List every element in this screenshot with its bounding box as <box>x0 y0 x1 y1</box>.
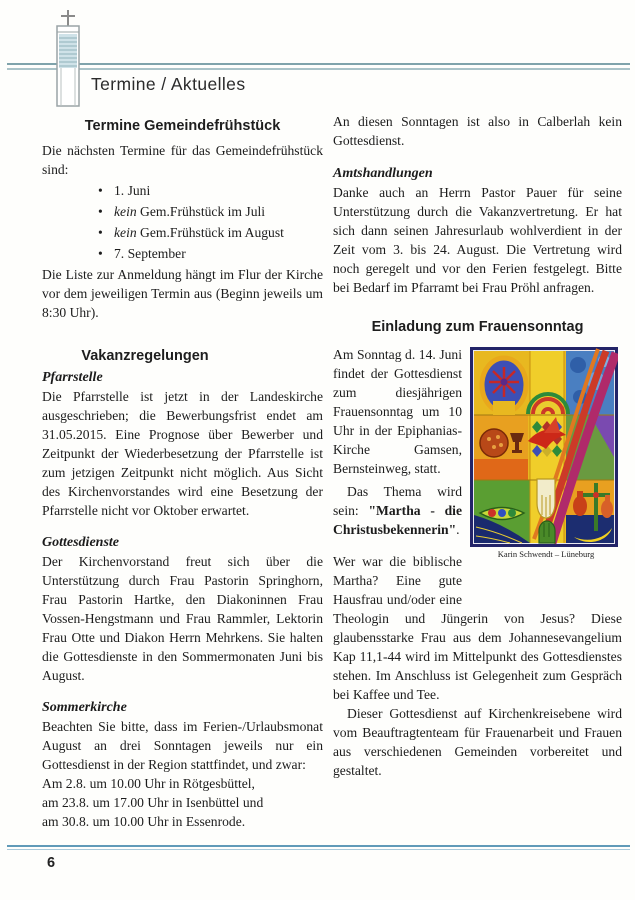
left-column <box>42 108 323 831</box>
heading-frauensonntag: Einladung zum Frauensonntag <box>371 319 584 335</box>
breakfast-bullet-list <box>42 180 323 264</box>
amtshandlungen-text: Danke auch an Herrn Pastor Pauer für seine Unterstützung durch die Vakanzvertretung. Er hat sich dann seinen Jahresurlaub wohlverdient in der Zeit vom 3. bis 24. August. Die Vertretung wird noch geregelt und vor den Ferien festgelegt. Bitte bei Bedarf im Pfarramt bei Frau Pröhl anfragen. <box>333 185 622 295</box>
pfarrstelle-text: Die Pfarrstelle ist jetzt in der Landeskirche ausgeschrieben; die Bewerbungsfrist endet am 31.05.2015. Eine Prognose über Bewerber und Zeitpunkt der Wiederbesetzung der Pfarrstelle ist zum jetzigen Zeitpunkt nicht möglich. Aus Sicht des Kirchenvorstandes wird eine Besetzung der Pfarrstelle nicht vor Oktober erwartet. <box>42 389 323 518</box>
thema-title: "Martha - die Christusbekennerin" <box>333 503 462 537</box>
page-number: 6 <box>47 855 56 871</box>
frauensonntag-intro: Am Sonntag d. 14. Juni findet der Gottesdienst zum diesjährigen Frauensonntag um 10 Uhr in der Epiphanias-Kirche Gamsen, Bernsteinweg, statt. <box>333 347 462 476</box>
subheading-amtshandlungen: Amtshandlungen <box>333 166 433 181</box>
bullet-text: Gem.Frühstück im Juli <box>136 204 266 219</box>
bullet-text: 1. Juni <box>114 183 151 198</box>
bullet-em: kein <box>114 204 137 219</box>
gottesdienste-text: Der Kirchenvorstand freut sich über die Unterstützung durch Frau Pastorin Springhorn, Frau Pastorin Hartke, den Diakoninnen Frau Vossen-Hengstmann und Frau Rammler, Lektorin Frau Otte und Diakon Herrn Mehrkens. Sie halten die Gottesdienste in den Sommermonaten Juni bis August. <box>42 554 323 683</box>
artwork-caption: Karin Schwendt – Lüneburg <box>497 549 595 559</box>
sommerkirche-line: Am 2.8. um 10.00 Uhr in Rötgesbüttel, <box>42 776 255 791</box>
content-columns <box>0 108 635 831</box>
heading-vakanzregelungen: Vakanzregelungen <box>81 348 209 364</box>
page-header <box>0 0 635 108</box>
list-item <box>42 201 323 222</box>
right-column <box>333 108 622 831</box>
bullet-icon: • <box>98 204 103 219</box>
header-divider <box>7 63 630 70</box>
bullet-text: Gem.Frühstück im August <box>136 225 284 240</box>
subheading-gottesdienste: Gottesdienste <box>42 535 119 550</box>
footer-divider <box>7 845 630 850</box>
frauensonntag-artwork <box>470 347 618 547</box>
breakfast-outro: Die Liste zur Anmeldung hängt im Flur der Kirche vor dem jeweiligen Termin aus (Beginn jeweils um 8:30 Uhr). <box>42 267 323 320</box>
bullet-icon: • <box>98 246 103 261</box>
church-tower-icon <box>50 8 86 113</box>
list-item <box>42 180 323 201</box>
bullet-text: 7. September <box>114 246 186 261</box>
artwork-figure <box>470 347 622 559</box>
subheading-pfarrstelle: Pfarrstelle <box>42 370 103 385</box>
heading-gemeindefruehstueck: Termine Gemeindefrühstück <box>84 118 281 134</box>
list-item <box>42 222 323 243</box>
thema-suffix: . <box>456 522 460 537</box>
frauensonntag-closing: Dieser Gottesdienst auf Kirchenkreisebene wird vom Beauftragtenteam für Frauenarbeit und Frauen aus verschiedenen Gemeinden vorbereitet und gestaltet. <box>333 706 622 778</box>
breakfast-intro: Die nächsten Termine für das Gemeindefrühstück sind: <box>42 143 323 177</box>
sommerkirche-line: am 30.8. um 10.00 Uhr in Essenrode. <box>42 814 246 829</box>
sommerkirche-line: am 23.8. um 17.00 Uhr in Isenbüttel und <box>42 795 264 810</box>
martha-text: Wer war die biblische Martha? Eine gute Hausfrau und/oder eine Theologin und Jüngerin von Jesus? Diese glaubensstarke Frau aus dem Johannesevangelium Kap 11,1-44 wird im Mittelpunkt des Gottesdienstes stehen. Im Anschluss ist Gelegenheit zum Gespräch bei Kaffee und Tee. <box>333 554 622 702</box>
sommerkirche-continuation: An diesen Sonntagen ist also in Calberlah kein Gottesdienst. <box>333 114 622 148</box>
thema-prefix: Das Thema wird sein: <box>333 484 462 518</box>
subheading-sommerkirche: Sommerkirche <box>42 700 127 715</box>
frauensonntag-block <box>333 345 622 780</box>
list-item <box>42 243 323 264</box>
bullet-icon: • <box>98 183 103 198</box>
sommerkirche-text: Beachten Sie bitte, dass im Ferien-/Urlaubsmonat August an drei Sonntagen jeweils nur ein Gottesdienst in der Region stattfindet, und zwar: <box>42 719 323 772</box>
bullet-em: kein <box>114 225 137 240</box>
bullet-icon: • <box>98 225 103 240</box>
page-title: Termine / Aktuelles <box>91 74 246 94</box>
